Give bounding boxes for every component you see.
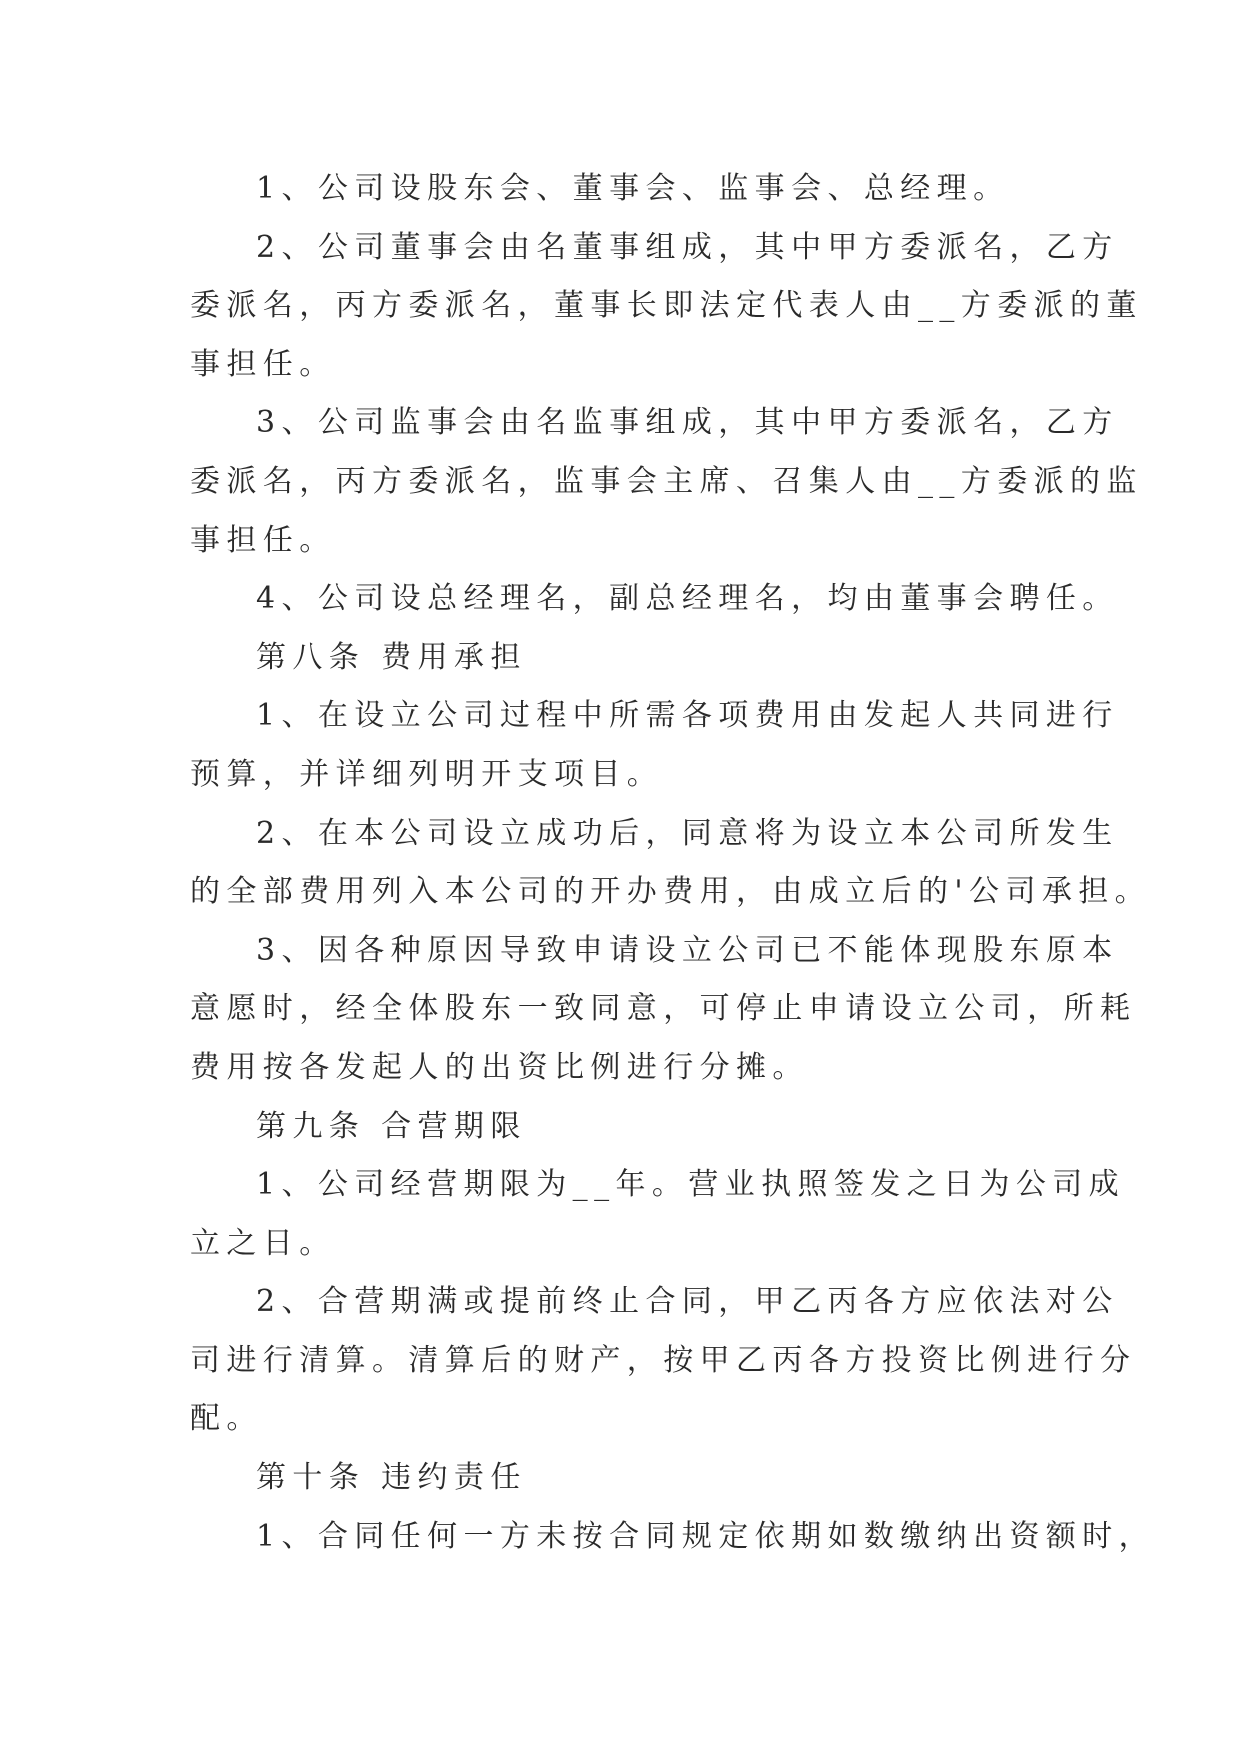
clause-7-item-2-line-3: 事担任。 bbox=[190, 346, 336, 382]
clause-7-item-3-line-2: 委派名，丙方委派名，监事会主席、召集人由__方委派的监 bbox=[190, 463, 1143, 499]
clause-7-item-1-line-1: 1、公司设股东会、董事会、监事会、总经理。 bbox=[256, 171, 1010, 206]
clause-8-item-3-line-3: 费用按各发起人的出资比例进行分摊。 bbox=[190, 1049, 809, 1085]
clause-7-item-2-line-2: 委派名，丙方委派名，董事长即法定代表人由__方委派的董 bbox=[190, 288, 1143, 324]
clause-7-item-3-line-3: 事担任。 bbox=[190, 522, 336, 558]
clause-8-item-1-line-1: 1、在设立公司过程中所需各项费用由发起人共同进行 bbox=[256, 698, 1119, 734]
clause-9-item-2-line-2: 司进行清算。清算后的财产，按甲乙丙各方投资比例进行分 bbox=[190, 1342, 1137, 1378]
clause-7-item-2-line-1: 2、公司董事会由名董事组成，其中甲方委派名，乙方 bbox=[256, 229, 1119, 265]
clause-8-item-3-line-1: 3、因各种原因导致申请设立公司已不能体现股东原本 bbox=[256, 932, 1119, 968]
clause-7-item-4-line-1: 4、公司设总经理名，副总经理名，均由董事会聘任。 bbox=[256, 581, 1119, 617]
clause-8-item-2-line-2: 的全部费用列入本公司的开办费用，由成立后的'公司承担。 bbox=[190, 874, 1152, 910]
clause-9-item-1-line-2: 立之日。 bbox=[190, 1225, 336, 1261]
clause-10-item-1-line-1: 1、合同任何一方未按合同规定依期如数缴纳出资额时， bbox=[256, 1518, 1156, 1554]
clause-9-item-1-line-1: 1、公司经营期限为__年。营业执照签发之日为公司成 bbox=[256, 1167, 1126, 1203]
clause-7-item-3-line-1: 3、公司监事会由名监事组成，其中甲方委派名，乙方 bbox=[256, 405, 1119, 441]
clause-8-item-3-line-2: 意愿时，经全体股东一致同意，可停止申请设立公司，所耗 bbox=[190, 991, 1137, 1027]
clause-8-item-1-line-2: 预算，并详细列明开支项目。 bbox=[190, 756, 664, 792]
clause-9-item-2-line-3: 配。 bbox=[190, 1401, 263, 1437]
clause-8-item-2-line-1: 2、在本公司设立成功后，同意将为设立本公司所发生 bbox=[256, 815, 1119, 851]
clause-9-item-2-line-1: 2、合营期满或提前终止合同，甲乙丙各方应依法对公 bbox=[256, 1284, 1119, 1320]
document-body bbox=[190, 160, 1156, 1566]
clause-9-heading: 第九条 合营期限 bbox=[256, 1108, 527, 1144]
clause-10-heading: 第十条 违约责任 bbox=[256, 1460, 527, 1496]
clause-8-heading: 第八条 费用承担 bbox=[256, 639, 527, 675]
